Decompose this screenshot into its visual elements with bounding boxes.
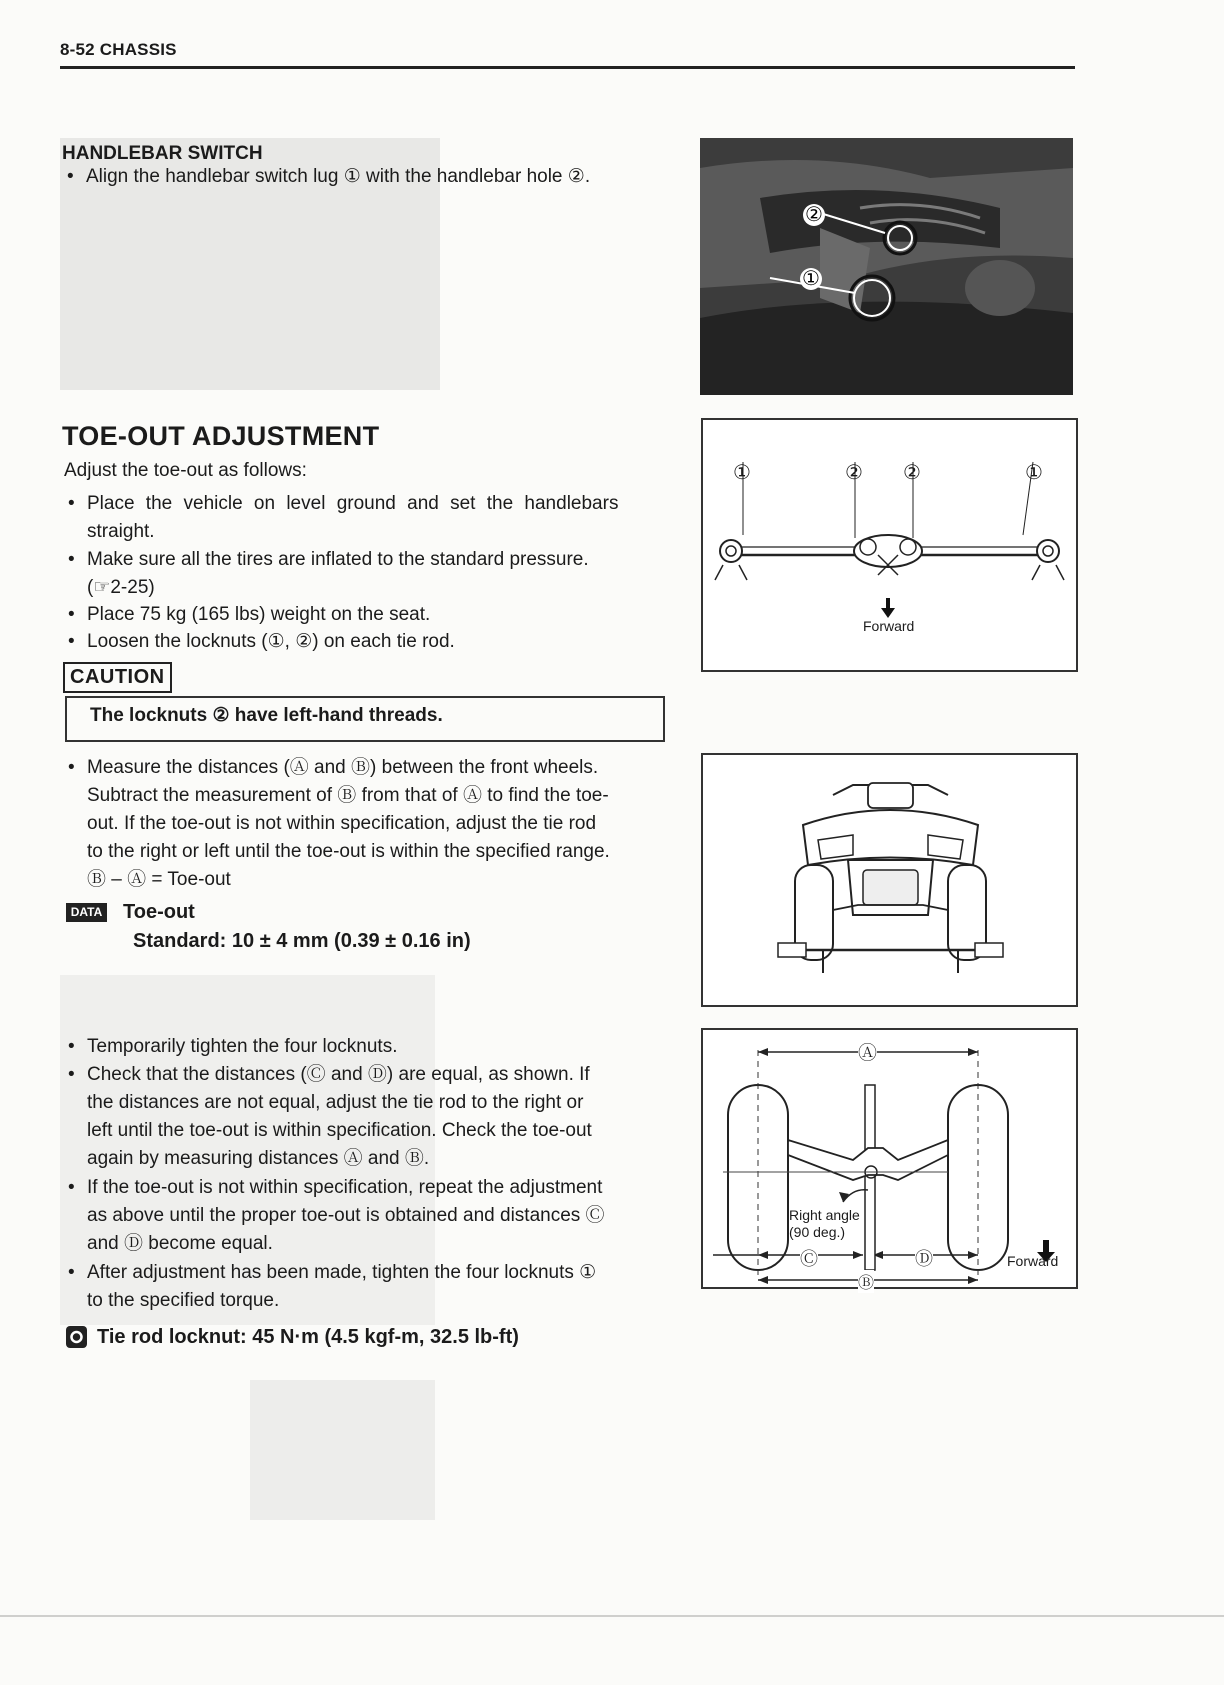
step-line: Place the vehicle on level ground and set the handlebars (87, 493, 619, 514)
step-line: as above until the proper toe-out is obtained and distances Ⓒ (87, 1205, 605, 1226)
step-measure-distances (87, 754, 677, 894)
step-check-distances (87, 1061, 677, 1173)
step-line: out. If the toe-out is not within specification, adjust the tie rod (87, 813, 597, 834)
step-final-tighten (87, 1259, 677, 1315)
header-rule (60, 66, 1075, 69)
step-line: After adjustment has been made, tighten the four locknuts ① (87, 1262, 597, 1283)
handlebar-switch-photo (700, 138, 1073, 395)
step-level-ground (87, 490, 667, 545)
wheel-forward-label: Forward (1007, 1253, 1059, 1269)
spec-title: Toe-out (123, 901, 195, 923)
step-line: and Ⓓ become equal. (87, 1233, 273, 1254)
caution-label: CAUTION (63, 662, 172, 693)
photo-callout-2: ② (805, 204, 823, 226)
step-line: Subtract the measurement of Ⓑ from that of Ⓐ to find the toe- (87, 785, 609, 806)
distance-d-label: Ⓓ (915, 1245, 933, 1271)
step-line: straight. (87, 520, 155, 542)
step-line: left until the toe-out is within specification. Check the toe-out (87, 1120, 592, 1141)
photo-callout-1: ① (802, 268, 820, 290)
step-line: Measure the distances (Ⓐ and Ⓑ) between the front wheels. (87, 757, 599, 778)
tie-rod-figure (701, 418, 1078, 672)
step-line: (☞2-25) (87, 576, 155, 598)
tie-rod-callout-1-right: ① (1025, 462, 1043, 484)
distance-a-label: Ⓐ (858, 1038, 877, 1065)
distance-c-label: Ⓒ (800, 1245, 818, 1271)
torque-wrench-icon (66, 1326, 87, 1348)
step-line: to the specified torque. (87, 1290, 280, 1311)
page-header: 8-52 CHASSIS (60, 40, 177, 59)
handlebar-switch-step: • Align the handlebar switch lug ① with the handlebar hole ②. (86, 163, 590, 191)
wheel-alignment-figure (701, 1028, 1078, 1292)
right-angle-label: Right angle (789, 1207, 860, 1223)
toe-out-formula: Ⓑ – Ⓐ = Toe-out (87, 869, 231, 890)
step-line: Check that the distances (Ⓒ and Ⓓ) are equal, as shown. If (87, 1064, 590, 1085)
step-seat-weight: • Place 75 kg (165 lbs) weight on the seat. (87, 601, 430, 629)
degree-label: (90 deg.) (789, 1224, 846, 1240)
data-icon: DATA (66, 903, 107, 922)
caution-text: The locknuts ② have left-hand threads. (90, 705, 443, 726)
scan-shadow-bottom (250, 1380, 435, 1520)
step-tire-pressure (87, 546, 667, 601)
distance-b-label: Ⓑ (858, 1270, 874, 1293)
step-temp-tighten: • Temporarily tighten the four locknuts. (87, 1033, 398, 1061)
torque-spec: Tie rod locknut: 45 N·m (4.5 kgf-m, 32.5 lb-ft) (97, 1326, 519, 1348)
page-bottom-rule (0, 1615, 1224, 1617)
tie-rod-forward-label: Forward (863, 618, 915, 634)
handlebar-switch-title: HANDLEBAR SWITCH (62, 143, 263, 164)
tie-rod-callout-1-left: ① (733, 462, 751, 484)
tie-rod-callout-2-left: ② (845, 462, 863, 484)
step-line: to the right or left until the toe-out is within the specified range. (87, 841, 610, 862)
step-line: the distances are not equal, adjust the tie rod to the right or (87, 1092, 584, 1113)
step-line: Make sure all the tires are inflated to the standard pressure. (87, 549, 589, 570)
spec-value: Standard: 10 ± 4 mm (0.39 ± 0.16 in) (133, 930, 471, 952)
step-line: again by measuring distances Ⓐ and Ⓑ. (87, 1148, 430, 1169)
step-line: If the toe-out is not within specification, repeat the adjustment (87, 1177, 603, 1198)
toe-out-title: TOE-OUT ADJUSTMENT (62, 421, 380, 451)
tie-rod-callout-2-right: ② (903, 462, 921, 484)
step-loosen-locknuts: • Loosen the locknuts (①, ②) on each tie rod. (87, 628, 455, 656)
step-repeat-adjustment (87, 1174, 677, 1258)
toe-out-intro: Adjust the toe-out as follows: (64, 460, 307, 481)
atv-front-figure (701, 753, 1078, 1007)
